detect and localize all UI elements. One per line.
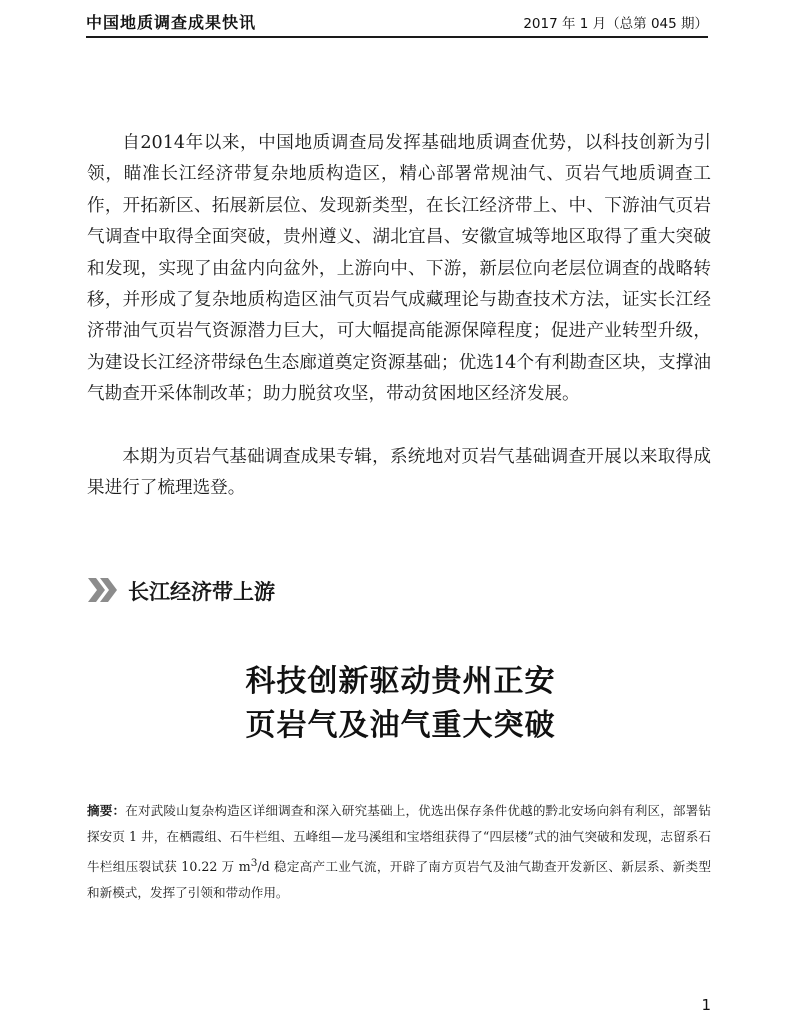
running-header [86,10,708,38]
article-title-line-2: 页岩气及油气重大突破 [245,708,556,743]
abstract-superscript: 3 [250,857,258,869]
issue-info: 2017 年 1 月（总第 045 期） [523,16,708,32]
intro-paragraph-1: 自2014年以来，中国地质调查局发挥基础地质调查优势，以科技创新为引领，瞄准长江经济带复杂地质构造区，精心部署常规油气、页岩气地质调查工作，开拓新区、拓展新层位、发现新类型，在长江经济带上、中、下游油气页岩气调查中取得全面突破，贵州遵义、湖北宜昌、安徽宣城等地区取得了重大突破和发现，实现了由盆内向盆外，上游向中、下游，新层位向老层位调查的战略转移，并形成了复杂地质构造区油气页岩气成藏理论与勘查技术方法，证实长江经济带油气页岩气资源潜力巨大，可大幅提高能源保障程度；促进产业转型升级，为建设长江经济带绿色生态廊道奠定资源基础；优选14个有利勘查区块，支撑油气勘查开采体制改革；助力脱贫攻坚，带动贫困地区经济发展。 [87,133,711,405]
journal-title: 中国地质调查成果快讯 [86,13,257,32]
abstract-text-part-2: /d 稳定高产工业气流，开辟了南方页岩气及油气勘查开发新区、新层系、新类型和新模式，发挥了引领和带动作用。 [87,859,711,901]
page-number: 1 [701,996,711,1014]
abstract-label: 摘要： [87,803,126,818]
abstract [87,798,711,906]
section-heading [86,573,586,607]
section-title: 长江经济带上游 [128,579,275,604]
article-title-line-1: 科技创新驱动贵州正安 [245,664,556,699]
abstract-text-part-1: 在对武陵山复杂构造区详细调查和深入研究基础上，优选出保存条件优越的黔北安场向斜有利区，部署钻探安页 1 井，在栖霞组、石牛栏组、五峰组—龙马溪组和宝塔组获得了“四层楼”式的油气突破和发现，志留系石牛栏组压裂试获 10.22 万 m [87,803,712,875]
double-chevron-icon [86,576,120,604]
intro-paragraph-2: 本期为页岩气基础调查成果专辑，系统地对页岩气基础调查开展以来取得成果进行了梳理选登。 [87,447,711,499]
